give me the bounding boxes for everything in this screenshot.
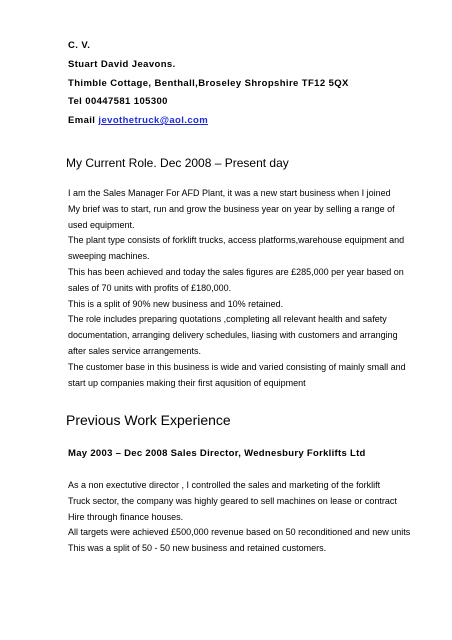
text-line: This was a split of 50 - 50 new business and retained customers. [68,543,327,554]
text-line: Truck sector, the company was highly geared to sell machines on lease or contract [68,495,397,506]
text-line: As a non exectutive director , I controlled the sales and marketing of the forklift [68,480,381,490]
current-role-heading: My Current Role. Dec 2008 – Present day [66,156,289,170]
text-line: sweeping machines. [68,251,150,262]
text-line: after sales service arrangements. [68,345,202,356]
text-line: start up companies making their first aqusition of equipment [68,377,306,388]
email-link[interactable]: jevothetruck@aol.com [98,115,209,126]
text-line: documentation, arranging delivery schedules, liasing with customers and arranging [68,330,398,341]
text-line: The customer base in this business is wide and varied consisting of mainly small and [68,361,406,372]
text-line: This is a split of 90% new business and 10% retained. [68,298,284,309]
telephone-line: Tel 00447581 105300 [68,96,168,107]
text-line: Hire through finance houses. [68,511,184,522]
text-line: I am the Sales Manager For AFD Plant, it was a new start business when I joined [68,188,391,198]
cv-label: C. V. [68,40,91,51]
text-line: sales of 70 units with profits of £180,000. [68,282,232,293]
text-line: This has been achieved and today the sales figures are £285,000 per year based on [68,266,404,277]
text-line: used equipment. [68,219,135,230]
text-line: The role includes preparing quotations ,completing all relevant health and safety [68,314,387,325]
text-line: The plant type consists of forklift trucks, access platforms,warehouse equipment and [68,235,405,246]
email-label: Email [68,115,96,126]
text-line: All targets were achieved £500,000 revenue based on 50 reconditioned and new units [68,527,411,538]
email-line [68,115,208,126]
previous-experience-heading: Previous Work Experience [66,412,231,428]
address-line: Thimble Cottage, Benthall,Broseley Shropshire TF12 5QX [68,78,349,89]
text-line: My brief was to start, run and grow the business year on year by selling a range of [68,203,395,214]
current-role-text [68,186,406,391]
job-title: May 2003 – Dec 2008 Sales Director, Wednesbury Forklifts Ltd [68,448,366,459]
previous-job-text [68,478,410,557]
candidate-name: Stuart David Jeavons. [68,59,176,70]
